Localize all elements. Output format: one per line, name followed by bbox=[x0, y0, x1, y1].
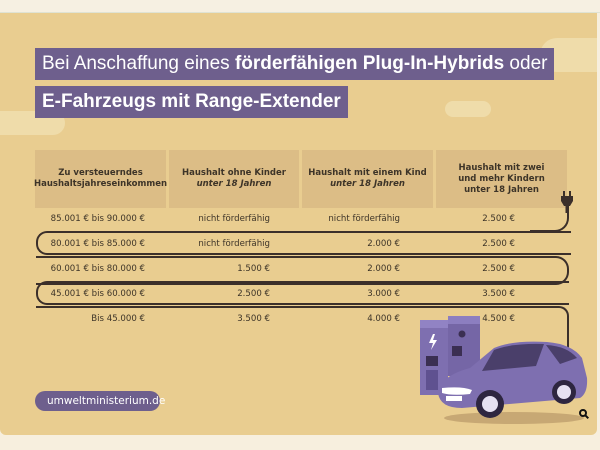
header-text: Zu versteuerndes bbox=[58, 168, 143, 178]
electric-car-illustration bbox=[432, 338, 592, 428]
header-text: Haushalt ohne Kinder bbox=[182, 168, 286, 178]
two-children-cell: 2.500 € bbox=[482, 264, 515, 274]
header-no-children bbox=[169, 150, 299, 208]
one-child-cell: 2.000 € bbox=[367, 239, 400, 249]
website-url: umweltministerium.de bbox=[47, 395, 166, 407]
income-cell: 45.001 € bis 60.000 € bbox=[50, 289, 145, 299]
income-cell: Bis 45.000 € bbox=[91, 314, 145, 324]
no-children-cell: 2.500 € bbox=[237, 289, 270, 299]
cloud-decoration bbox=[445, 101, 491, 117]
two-children-cell: 3.500 € bbox=[482, 289, 515, 299]
magnifier-icon[interactable] bbox=[579, 409, 589, 419]
no-children-cell: 1.500 € bbox=[237, 264, 270, 274]
header-text: Haushalt mit einem Kind bbox=[308, 168, 427, 178]
header-text: unter 18 Jahren bbox=[464, 184, 539, 195]
header-one-child bbox=[302, 150, 433, 208]
one-child-cell: 2.000 € bbox=[367, 264, 400, 274]
one-child-cell: nicht förderfähig bbox=[328, 214, 400, 224]
header-subtext: unter 18 Jahren bbox=[330, 179, 405, 189]
website-link[interactable] bbox=[35, 391, 166, 411]
table-row bbox=[0, 258, 600, 280]
title-line-1 bbox=[35, 48, 554, 80]
header-text: Haushalt mit zwei bbox=[458, 162, 545, 173]
header-income bbox=[35, 150, 166, 208]
no-children-cell: 3.500 € bbox=[237, 314, 270, 324]
title-suffix: oder bbox=[504, 53, 548, 74]
table-row bbox=[0, 283, 600, 305]
income-cell: 85.001 € bis 90.000 € bbox=[50, 214, 145, 224]
income-cell: 80.001 € bis 85.000 € bbox=[50, 239, 145, 249]
table-row bbox=[0, 208, 600, 230]
header-subtext: unter 18 Jahren bbox=[196, 179, 272, 189]
title-bold-2: E-Fahrzeugs mit Range-Extender bbox=[42, 91, 341, 112]
income-cell: 60.001 € bis 80.000 € bbox=[50, 264, 145, 274]
two-children-cell: 2.500 € bbox=[482, 239, 515, 249]
one-child-cell: 4.000 € bbox=[367, 314, 400, 324]
title-line-2 bbox=[35, 86, 348, 118]
bottom-strip bbox=[0, 435, 600, 450]
title-prefix: Bei Anschaffung eines bbox=[42, 53, 235, 74]
top-strip bbox=[0, 0, 600, 13]
no-children-cell: nicht förderfähig bbox=[198, 239, 270, 249]
one-child-cell: 3.000 € bbox=[367, 289, 400, 299]
header-text: und mehr Kindern bbox=[458, 173, 545, 184]
no-children-cell: nicht förderfähig bbox=[198, 214, 270, 224]
title-bold: förderfähigen Plug-In-Hybrids bbox=[234, 53, 505, 74]
table-row bbox=[0, 233, 600, 255]
two-children-cell: 2.500 € bbox=[482, 214, 515, 224]
header-text: Haushaltsjahreseinkommen bbox=[33, 179, 168, 189]
two-children-cell: 4.500 € bbox=[482, 314, 515, 324]
table-row bbox=[0, 308, 600, 330]
